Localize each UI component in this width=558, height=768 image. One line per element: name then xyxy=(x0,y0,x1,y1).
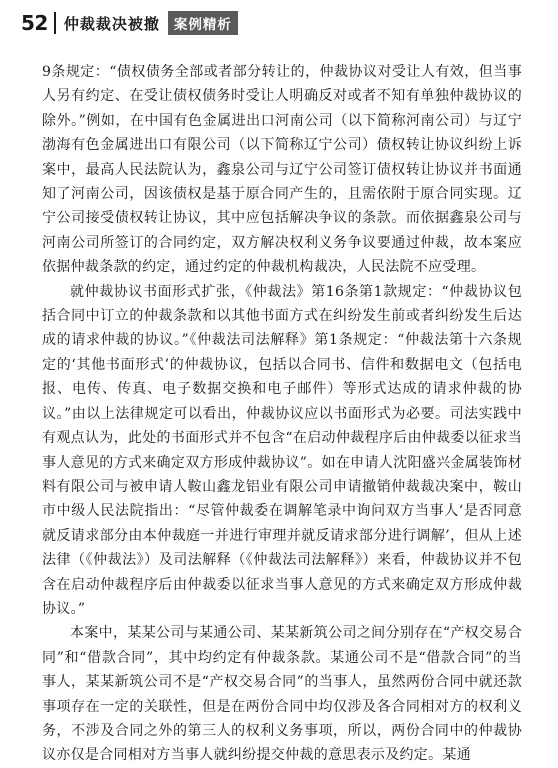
section-tag: 案例精析 xyxy=(168,11,238,35)
book-title: 仲裁裁决被撤 xyxy=(63,14,160,33)
header-divider xyxy=(54,12,56,34)
page-body xyxy=(42,60,522,768)
paragraph-3: 本案中，某某公司与某通公司、某某新筑公司之间分别存在“产权交易合同”和“借款合同”，其中均约定有仲裁条款。某通公司不是“借款合同”的当事人，某某新筑公司不是“产权交易合同”的当事人，虽然两份合同中就还款事项存在一定的关联性，但是在两份合同中均仅涉及各合同相对方的权利义务，不涉及合同之外的第三人的权利义务事项，所以，两份合同中的仲裁协议亦仅是合同相对方当事人就纠纷提交仲裁的意思表示及约定。某通 xyxy=(42,625,522,764)
page-number: 52 xyxy=(21,11,48,35)
paragraph-1: 9条规定：“债权债务全部或者部分转让的，仲裁协议对受让人有效，但当事人另有约定、在受让债权债务时受让人明确反对或者不知有单独仲裁协议的除外。”例如，在中国有色金属进出口河南公司（以下简称河南公司）与辽宁渤海有色金属进出口有限公司（以下简称辽宁公司）债权转让协议纠纷上诉案中，最高人民法院认为，鑫泉公司与辽宁公司签订债权转让协议并书面通知了河南公司，因该债权是基于原合同产生的，且需依附于原合同实现。辽宁公司接受债权转让协议，其中应包括解决争议的条款。而依据鑫泉公司与河南公司所签订的合同约定，双方解决权利义务争议要通过仲裁，故本案应依据仲裁条款的约定，通过约定的仲裁机构裁决，人民法院不应受理。 xyxy=(42,64,522,276)
page-header xyxy=(21,8,238,38)
paragraph-2: 就仲裁协议书面形式扩张，《仲裁法》第16条第1款规定：“仲裁协议包括合同中订立的仲裁条款和以其他书面方式在纠纷发生前或者纠纷发生后达成的请求仲裁的协议。”《仲裁法司法解释》第1条规定：“仲裁法第十六条规定的‘其他书面形式’的仲裁协议，包括以合同书、信件和数据电文（包括电报、电传、传真、电子数据交换和电子邮件）等形式达成的请求仲裁的协议。”由以上法律规定可以看出，仲裁协议应以书面形式为必要。司法实践中有观点认为，此处的书面形式并不包含“在启动仲裁程序后由仲裁委以征求当事人意见的方式来确定双方形成仲裁协议”。如在申请人沈阳盛兴金属装饰材料有限公司与被申请人鞍山鑫龙铝业有限公司申请撤销仲裁裁决案中，鞍山市中级人民法院指出：“尽管仲裁委在调解笔录中询问双方当事人‘是否同意就反请求部分由本仲裁庭一并进行审理并就反请求部分进行调解’，但从上述法律（《仲裁法》）及司法解释（《仲裁法司法解释》）来看，仲裁协议并不包含在启动仲裁程序后由仲裁委以征求当事人意见的方式来确定双方形成仲裁协议。” xyxy=(42,283,522,617)
